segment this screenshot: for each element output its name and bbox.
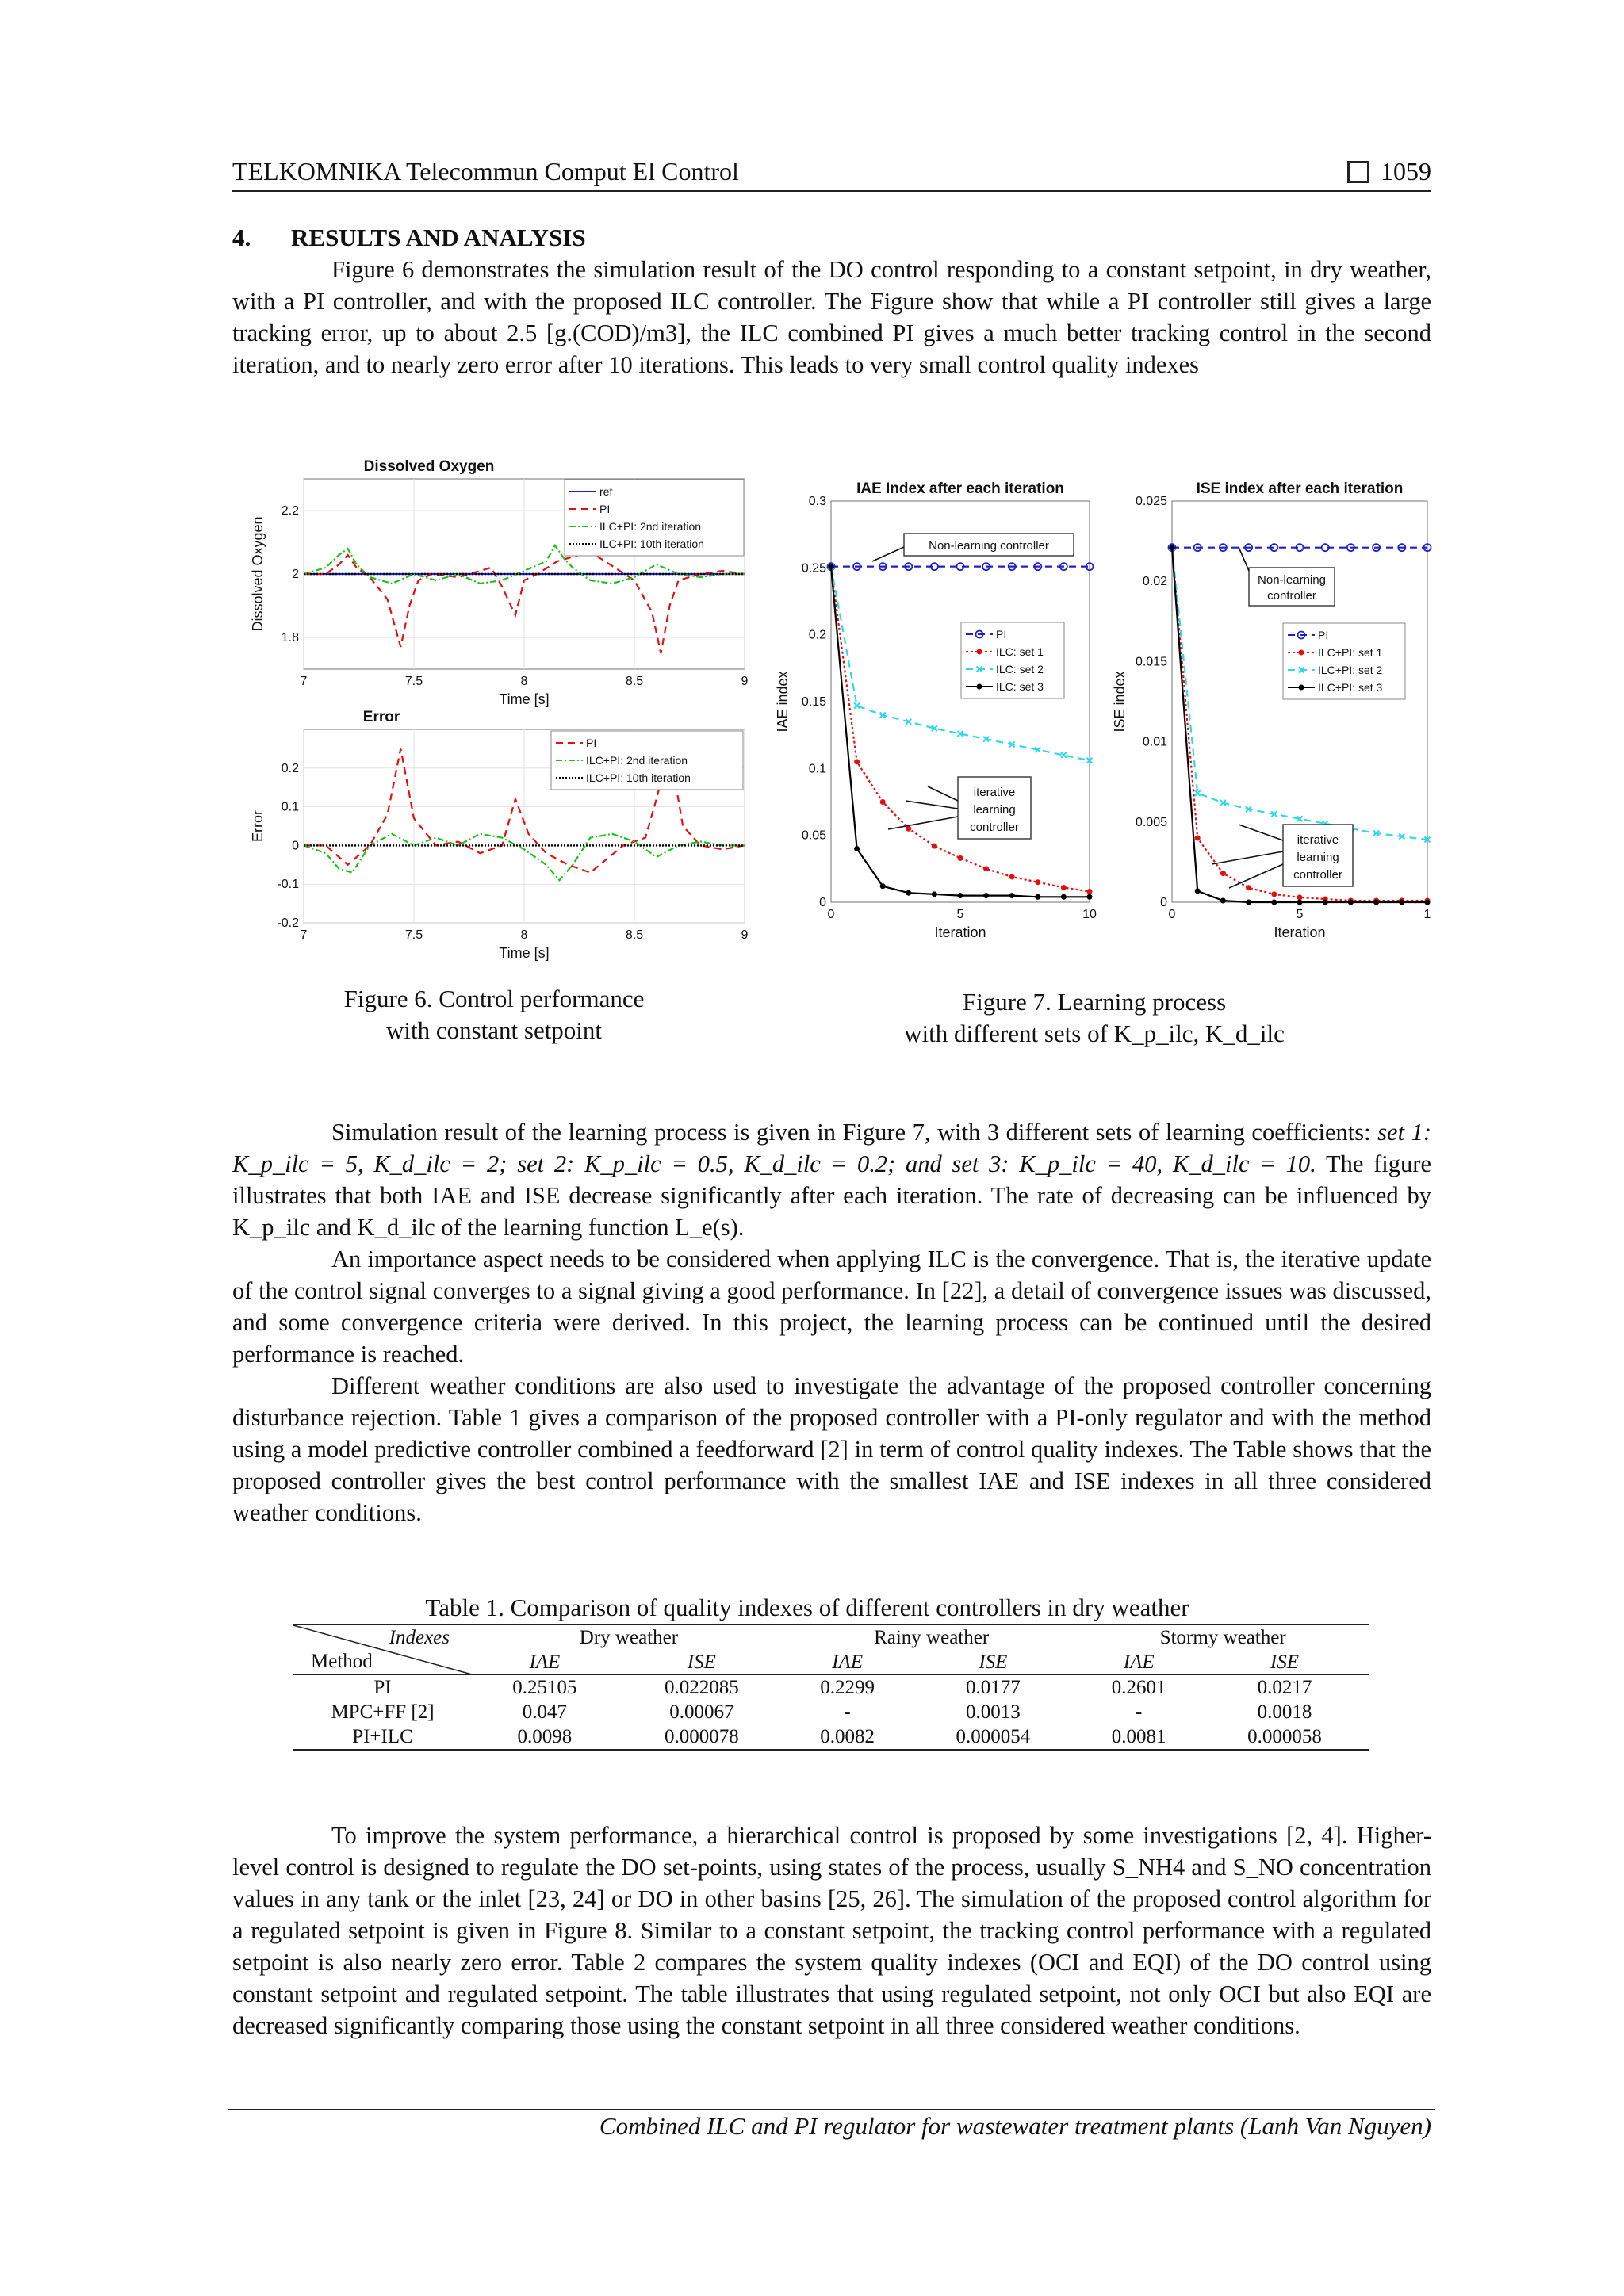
figure6-top-plot: [250, 458, 749, 707]
x-tick-label: 10: [1082, 908, 1097, 921]
data-point: [1246, 900, 1251, 905]
x-axis-label: Time [s]: [499, 945, 550, 961]
legend-label: ILC+PI: 2nd iteration: [599, 520, 702, 533]
subheader-iae: IAE: [529, 1651, 561, 1673]
legend-label: PI: [1318, 629, 1329, 641]
data-point: [1220, 897, 1226, 903]
x-tick-label: 9: [741, 675, 749, 688]
paragraph-2-rest: The figure illustrates that both IAE and ISE decrease significantly after each iteration. The rate of decreasing can be influenced by K_p_ilc and K_d_ilc of the learning function L_e(s).: [232, 1150, 1431, 1241]
figure6-caption-line1: Figure 6. Control performance: [343, 985, 645, 1012]
journal-name: TELKOMNIKA Telecommun Comput El Control: [232, 157, 739, 186]
y-tick-label: 0.015: [1135, 655, 1167, 669]
annotation-iterative: learning: [1297, 851, 1339, 864]
data-point: [1297, 900, 1303, 905]
y-tick-label: 0.15: [801, 695, 826, 709]
subheader-iae: IAE: [832, 1651, 864, 1673]
cell: -: [844, 1701, 851, 1723]
cell: 0.0098: [517, 1725, 573, 1747]
y-axis-label: Dissolved Oxygen: [250, 516, 266, 632]
x-tick-label: 8.5: [625, 675, 644, 688]
cell: 0.0081: [1111, 1725, 1166, 1747]
page-number: 1059: [1381, 157, 1431, 186]
annotation-iterative: iterative: [1297, 833, 1339, 847]
table1-header-row-1: [293, 1624, 1369, 1650]
y-axis-label: IAE index: [775, 671, 791, 733]
data-point: [983, 866, 989, 871]
cell: 0.2299: [820, 1676, 875, 1698]
legend-label: ILC+PI: 10th iteration: [586, 771, 691, 784]
y-tick-label: 0.05: [801, 828, 826, 843]
paragraph-2-lead: Simulation result of the learning process is given in Figure 7, with 3 different sets of learning coefficients:: [331, 1119, 1371, 1146]
annotation-iterative: iterative: [973, 786, 1016, 799]
chart-title: ISE index after each iteration: [1196, 480, 1404, 497]
data-point: [1087, 889, 1093, 894]
paragraph-2-sets: set 1: K_p_ilc = 5, K_d_ilc = 2; set 2: K_p_ilc = 0.5, K_d_ilc = 0.2; and set 3: K_p_ilc = 40, K_d_ilc = 10.: [232, 1119, 1431, 1177]
x-tick-label: 8: [520, 675, 528, 688]
data-point: [1297, 894, 1303, 900]
cell: 0.0013: [966, 1701, 1021, 1723]
group-rainy: Rainy weather: [874, 1626, 990, 1648]
legend-label: ILC: set 3: [996, 680, 1044, 693]
legend-label: ILC+PI: set 2: [1318, 664, 1383, 676]
row-method: MPC+FF [2]: [331, 1701, 435, 1723]
paragraph-1: Figure 6 demonstrates the simulation result of the DO control responding to a constant setpoint, in dry weather, with a PI controller, and with the proposed ILC controller. The Figure show that while a PI controller still gives a large tracking error, up to about 2.5 [g.(COD)/m3], the ILC combined PI gives a much better tracking control in the second iteration, and to nearly zero error after 10 iterations. This leads to very small control quality indexes: [232, 256, 1431, 378]
row-method: PI: [373, 1676, 392, 1698]
annotation-nonlearning: Non-learning controller: [929, 539, 1049, 553]
data-point: [1271, 900, 1277, 905]
data-point: [1035, 879, 1040, 885]
text-block-2: [232, 1116, 1431, 1529]
x-tick-label: 1: [1423, 908, 1431, 921]
y-tick-label: 0: [1160, 896, 1167, 909]
figure6-caption: [304, 983, 684, 1047]
y-tick-label: 0.2: [281, 761, 299, 775]
table1-corner-cell: [293, 1624, 472, 1675]
cell: 0.022085: [664, 1676, 739, 1698]
y-tick-label: 0.2: [808, 628, 826, 642]
legend-label: ILC+PI: set 3: [1318, 681, 1383, 694]
table-row: [293, 1700, 1369, 1724]
data-point: [829, 564, 834, 569]
cell: -: [1135, 1701, 1143, 1723]
page-number-block: [1347, 157, 1431, 186]
x-tick-label: 7: [300, 928, 308, 942]
group-stormy: Stormy weather: [1159, 1626, 1286, 1648]
cell: 0.25105: [512, 1676, 577, 1698]
paragraph-4: Different weather conditions are also used to investigate the advantage of the proposed controller concerning disturbance rejection. Table 1 gives a comparison of the proposed controller with a PI-only regulator and with the method using a model predictive controller combined a feedforward [2] in term of control quality indexes. The Table shows that the proposed controller gives the best control performance with the smallest IAE and ISE indexes in all three considered weather conditions.: [232, 1372, 1431, 1526]
legend-label: ILC+PI: set 1: [1318, 646, 1383, 659]
data-point: [1220, 871, 1226, 876]
data-point: [1061, 885, 1067, 890]
data-point: [906, 826, 911, 832]
x-tick-label: 8.5: [625, 928, 644, 942]
legend-label: ILC+PI: 10th iteration: [599, 538, 704, 550]
table1: [293, 1624, 1369, 1751]
figure7-caption-line2: with different sets of K_p_ilc, K_d_ilc: [904, 1020, 1285, 1047]
legend-label: PI: [599, 503, 611, 515]
cell: 0.2601: [1111, 1676, 1166, 1698]
cell: 0.000078: [664, 1725, 739, 1747]
data-point: [880, 799, 886, 805]
legend-label: PI: [996, 628, 1007, 641]
y-tick-label: 2.2: [281, 504, 299, 518]
annotation-iterative: learning: [973, 803, 1016, 817]
figure7-caption-line1: Figure 7. Learning process: [962, 988, 1227, 1016]
y-tick-label: -0.2: [277, 916, 299, 930]
square-icon: [1347, 161, 1369, 183]
footer-text: Combined ILC and PI regulator for wastewater treatment plants (Lanh Van Nguyen): [599, 2112, 1431, 2140]
y-tick-label: 2: [292, 568, 299, 581]
figure6-caption-line2: with constant setpoint: [385, 1016, 603, 1044]
table-row: [293, 1724, 1369, 1750]
chart-title: IAE Index after each iteration: [856, 480, 1064, 497]
data-point: [958, 893, 963, 898]
data-point: [977, 649, 982, 655]
data-point: [983, 893, 989, 898]
figure7-caption: [888, 986, 1300, 1050]
x-tick-label: 5: [956, 908, 964, 921]
data-point: [906, 890, 911, 896]
figure7-ise-plot: [1112, 480, 1431, 940]
paragraph-3: An importance aspect needs to be considered when applying ILC is the convergence. That is, the iterative update of the control signal converges to a signal giving a good performance. In [22], a detail of convergence issues was discussed, and some convergence criteria were derived. In this project, the learning process can be continued until the desired performance is reached.: [232, 1246, 1431, 1368]
page-header: [232, 155, 1431, 192]
text-block-3: [232, 1820, 1431, 2042]
data-point: [1246, 885, 1251, 890]
y-tick-label: 0.25: [801, 561, 826, 576]
data-point: [977, 684, 982, 690]
y-tick-label: 0.1: [808, 762, 826, 776]
legend-label: ILC: set 1: [996, 645, 1044, 658]
legend-label: ILC: set 2: [996, 663, 1044, 675]
table-row: [293, 1675, 1369, 1701]
data-point: [1348, 900, 1354, 905]
data-point: [932, 891, 937, 897]
y-tick-label: 0.02: [1142, 575, 1167, 589]
legend-label: ref: [599, 485, 613, 498]
section-number: 4.: [232, 224, 251, 251]
x-tick-label: 0: [1168, 908, 1176, 921]
x-axis-label: Iteration: [934, 924, 986, 940]
x-tick-label: 9: [741, 928, 749, 942]
data-point: [880, 883, 886, 889]
data-point: [1009, 874, 1015, 879]
data-point: [1271, 891, 1277, 897]
figure6-bottom-plot: [250, 709, 749, 961]
x-tick-label: 0: [827, 908, 835, 921]
section-heading: [232, 222, 1431, 254]
footer-rule: [228, 2109, 1435, 2110]
group-dry: Dry weather: [579, 1626, 679, 1648]
cell: 0.0082: [820, 1725, 875, 1747]
data-point: [1061, 894, 1067, 900]
corner-indexes: Indexes: [389, 1627, 450, 1648]
x-tick-label: 5: [1296, 908, 1304, 921]
y-tick-label: 0.1: [281, 800, 299, 814]
data-point: [932, 844, 937, 849]
y-tick-label: 0.005: [1135, 815, 1167, 829]
section-block: [232, 222, 1431, 381]
annotation-iterative: controller: [970, 821, 1019, 834]
x-axis-label: Time [s]: [499, 691, 550, 707]
data-point: [1195, 836, 1201, 841]
data-point: [1299, 685, 1304, 691]
row-method: PI+ILC: [352, 1725, 413, 1747]
y-tick-label: 0.01: [1142, 735, 1167, 749]
section-title: RESULTS AND ANALYSIS: [291, 224, 586, 251]
y-axis-label: ISE index: [1112, 671, 1128, 733]
paragraph-5: To improve the system performance, a hierarchical control is proposed by some investigations [2, 4]. Higher-level control is designed to regulate the DO set-points, using states of the process, usually S_NH4 and S_NO concentration values in any tank or the inlet [23, 24] or DO in other basins [25, 26]. The simulation of the proposed control algorithm for a regulated setpoint is given in Figure 8. Similar to a constant setpoint, the tracking control performance with a regulated setpoint is also nearly zero error. Table 2 compares the system quality indexes (OCI and EQI) of the DO control using constant setpoint and regulated setpoint. The table illustrates that using regulated setpoint, not only OCI but also EQI are decreased significantly comparing those using the constant setpoint in all three considered weather conditions.: [232, 1822, 1431, 2039]
subheader-ise: ISE: [979, 1651, 1008, 1673]
legend-label: ILC+PI: 2nd iteration: [586, 754, 688, 767]
y-tick-label: -0.1: [277, 878, 299, 892]
cell: 0.000054: [956, 1725, 1031, 1747]
annotation-iterative: controller: [1293, 868, 1342, 882]
chart-title: Error: [362, 709, 400, 725]
corner-method: Method: [311, 1651, 373, 1672]
data-point: [1195, 888, 1201, 894]
subheader-ise: ISE: [687, 1651, 716, 1673]
data-point: [1323, 900, 1328, 905]
figure7-iae-plot: [775, 480, 1097, 940]
legend-label: PI: [586, 737, 597, 749]
data-point: [854, 846, 860, 851]
paragraph-2: [232, 1116, 1431, 1243]
x-tick-label: 7: [300, 675, 308, 688]
figures-area: [238, 458, 1435, 975]
x-axis-label: Iteration: [1274, 924, 1326, 940]
y-tick-label: 0: [292, 839, 299, 853]
plot-area: [831, 501, 1090, 902]
data-point: [958, 855, 963, 861]
annotation-nonlearning: Non-learning: [1258, 573, 1326, 587]
subheader-ise: ISE: [1270, 1651, 1299, 1673]
data-point: [1009, 893, 1015, 898]
cell: 0.000058: [1247, 1725, 1322, 1747]
chart-title: Dissolved Oxygen: [363, 458, 495, 475]
subheader-iae: IAE: [1123, 1651, 1155, 1673]
data-point: [1087, 894, 1093, 900]
cell: 0.0018: [1257, 1701, 1312, 1723]
x-tick-label: 7.5: [404, 675, 423, 688]
cell: 0.047: [522, 1701, 568, 1723]
cell: 0.00067: [669, 1701, 734, 1723]
y-axis-label: Error: [250, 810, 266, 842]
data-point: [1170, 545, 1175, 550]
table1-caption: Table 1. Comparison of quality indexes of different controllers in dry weather: [425, 1594, 1189, 1621]
data-point: [1035, 894, 1040, 900]
y-tick-label: 0.3: [808, 495, 826, 508]
y-tick-label: 0.025: [1135, 495, 1167, 508]
data-point: [854, 759, 860, 764]
table1-block: [293, 1594, 1369, 1751]
data-point: [1373, 900, 1379, 905]
y-tick-label: 1.8: [281, 631, 299, 645]
annotation-nonlearning: controller: [1267, 589, 1316, 603]
cell: 0.0177: [966, 1676, 1021, 1698]
y-tick-label: 0: [819, 896, 826, 909]
x-tick-label: 7.5: [404, 928, 423, 942]
data-point: [1299, 650, 1304, 656]
data-point: [1399, 900, 1404, 905]
x-tick-label: 8: [520, 928, 528, 942]
cell: 0.0217: [1257, 1676, 1312, 1698]
data-point: [1425, 900, 1431, 905]
